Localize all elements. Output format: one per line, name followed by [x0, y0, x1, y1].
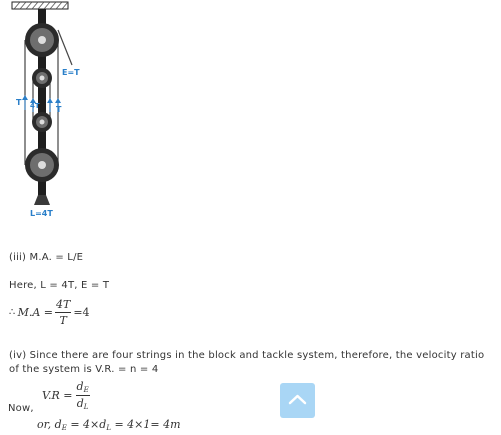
pulley-bottom-large [25, 148, 59, 182]
pulley-upper-small [32, 68, 52, 88]
pulley-top-large [25, 23, 59, 57]
tension-label-t-right: T [56, 105, 62, 114]
ma-result: =4 [73, 306, 90, 319]
vr-equation [42, 380, 90, 411]
vr-lhs: V.R = [42, 389, 73, 402]
iv-line2: of the system is V.R. = n = 4 [9, 364, 159, 375]
vr-fraction [76, 380, 90, 411]
iv-line1: (iv) Since there are four strings in the block and tackle system, therefore, the velocity ratio [9, 350, 485, 361]
effort-label: E=T [62, 68, 80, 77]
ma-lhs: M.A = [17, 306, 53, 319]
load-label: L=4T [30, 209, 53, 218]
tension-label-4t: 4T [30, 102, 40, 110]
ma-denominator: T [59, 314, 67, 327]
scroll-to-top-button[interactable] [280, 383, 315, 418]
ma-heading: (iii) M.A. = L/E [9, 252, 84, 263]
ma-numerator: 4T [55, 298, 71, 311]
or-equation: or, $d_E = 4\times d_L = 4\times 1= 4m$ [37, 418, 181, 432]
pulley-lower-small [32, 112, 52, 132]
load-weight [34, 195, 50, 205]
pulley-system-figure [0, 0, 110, 230]
chevron-up-icon [287, 392, 308, 406]
vr-denominator: $d_L$ [76, 397, 89, 411]
now-label: Now, [8, 403, 34, 414]
here-line: Here, L = 4T, E = T [9, 280, 110, 291]
therefore-symbol: ∴ [9, 307, 16, 318]
tension-label-t: T [16, 98, 22, 107]
ma-fraction [55, 298, 71, 327]
vr-numerator: $d_E$ [76, 380, 89, 394]
ma-equation [9, 298, 90, 327]
